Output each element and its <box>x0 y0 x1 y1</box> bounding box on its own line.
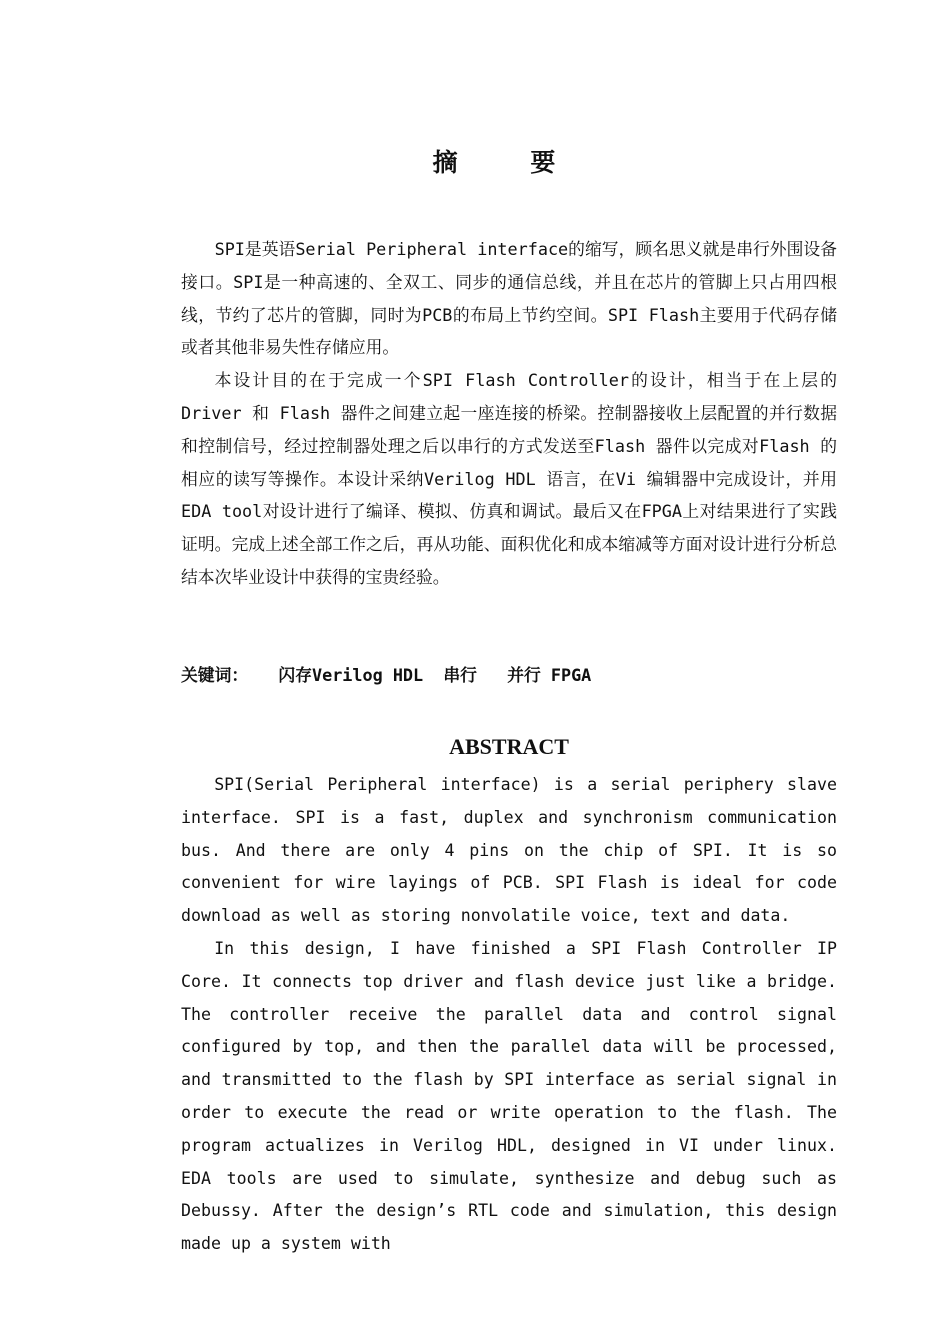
chinese-abstract-body <box>181 233 837 594</box>
english-abstract-body <box>181 769 837 1261</box>
english-abstract-paragraph-2: In this design, I have finished a SPI Flash Controller IP Core. It connects top driver and flash device just like a bridge. The controller receive the parallel data and control signal configured by top, and then the parallel data will be processed, and transmitted to the flash by SPI interface as serial signal in order to execute the read or write operation to the flash. The program actualizes in Verilog HDL, designed in VI under linux. EDA tools are used to simulate, synthesize and debug such as Debussy. After the design’s RTL code and simulation, this design made up a system with <box>181 938 837 1254</box>
english-abstract-paragraph-1: SPI(Serial Peripheral interface) is a serial periphery slave interface. SPI is a fast, duplex and synchronism communication bus. And there are only 4 pins on the chip of SPI. It is so convenient for wire layings of PCB. SPI Flash is ideal for code download as well as storing nonvolatile voice, text and data. <box>181 775 837 926</box>
keywords-line: 关键词： 闪存Verilog HDL 串行 并行 FPGA <box>181 665 592 685</box>
english-abstract-title: ABSTRACT <box>449 734 569 759</box>
chinese-abstract-title: 摘 要 <box>432 148 588 177</box>
chinese-abstract-paragraph-2: 本设计目的在于完成一个SPI Flash Controller的设计，相当于在上层的Driver 和 Flash 器件之间建立起一座连接的桥梁。控制器接收上层配置的并行数据和控制信号，经过控制器处理之后以串行的方式发送至Flash 器件以完成对Flash 的相应的读写等操作。本设计采纳Verilog HDL 语言，在Vi 编辑器中完成设计，并用EDA tool对设计进行了编译、模拟、仿真和调试。最后又在FPGA上对结果进行了实践证明。完成上述全部工作之后，再从功能、面积优化和成本缩减等方面对设计进行分析总结本次毕业设计中获得的宝贵经验。 <box>181 370 837 587</box>
chinese-abstract-paragraph-1: SPI是英语Serial Peripheral interface的缩写，顾名思义就是串行外围设备接口。SPI是一种高速的、全双工、同步的通信总线，并且在芯片的管脚上只占用四根线，节约了芯片的管脚，同时为PCB的布局上节约空间。SPI Flash主要用于代码存储或者其他非易失性存储应用。 <box>181 239 837 358</box>
